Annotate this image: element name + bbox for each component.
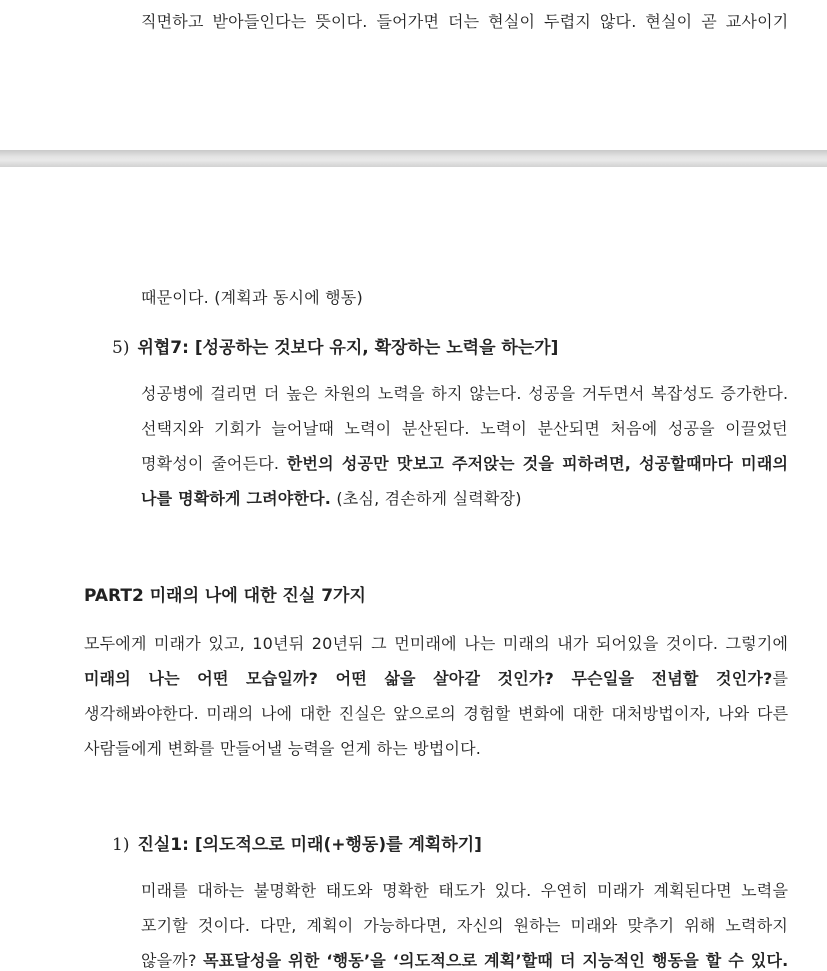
heading-title: 위협7: [성공하는 것보다 유지, 확장하는 노력을 하는가] [137,338,559,358]
text-span: 포기할 것이다. 다만, 계획이 가능하다면, 자신의 원하는 미래와 맞추기 위해 노력하지 [141,916,788,935]
text-span: 를 [772,669,788,688]
truth1-line-2 [141,913,788,936]
text-span: 명확성이 줄어든다. [141,454,280,473]
part2-line-3 [84,701,788,724]
text-span: 선택지와 기회가 늘어날때 노력이 분산된다. 노력이 분산되면 처음에 성공을 이끌었던 [141,419,788,438]
threat7-line-2 [141,416,788,439]
heading-number: 1) [112,835,130,855]
part2-heading [84,581,366,606]
bold-text: 한번의 성공만 맛보고 주저앉는 것을 피하려면, 성공할때마다 미래의 [286,454,788,473]
text-span: 미래를 대하는 불명확한 태도와 명확한 태도가 있다. 우연히 미래가 계획된다면 노력을 [141,881,788,900]
bold-text: 미래의 나는 어떤 모습일까? 어떤 삶을 살아갈 것인가? 무슨일을 전념할 것인가? [84,669,773,688]
text-span: 성공병에 걸리면 더 높은 차원의 노력을 하지 않는다. 성공을 거두면서 복잡성도 증가한다. [141,384,788,403]
truth1-heading [112,830,482,855]
threat7-line-3 [141,451,788,474]
truth1-line-1 [141,878,788,901]
bold-text: 목표달성을 위한 ‘행동’을 ‘의도적으로 계획’할때 더 지능적인 행동을 할 수 있다. [203,951,788,970]
text-span: 사람들에게 변화를 만들어낼 능력을 얻게 하는 방법이다. [84,739,482,758]
continuation-line [141,285,363,308]
threat7-line-4 [141,486,522,509]
text-span: 때문이다. (계획과 동시에 행동) [141,288,363,307]
text-span: 모두에게 미래가 있고, 10년뒤 20년뒤 그 먼미래에 나는 미래의 내가 되어있을 것이다. 그렇기에 [84,634,788,653]
text-span: 않을까? [141,951,197,970]
truth1-line-3 [141,948,788,971]
page-separator [0,150,827,167]
part2-line-2 [84,666,788,689]
part2-line-4 [84,736,481,759]
heading-number: 5) [112,338,130,358]
text-span: 생각해봐야한다. 미래의 나에 대한 진실은 앞으로의 경험할 변화에 대한 대처방법이자, 나와 다른 [84,704,788,723]
text-span: (초심, 겸손하게 실력확장) [336,489,522,508]
bold-text: 나를 명확하게 그려야한다. [141,489,332,508]
heading-title: 진실1: [의도적으로 미래(+행동)를 계획하기] [137,835,482,855]
page1-last-line [141,9,788,32]
part2-line-1 [84,631,788,654]
heading-title: PART2 미래의 나에 대한 진실 7가지 [84,586,366,606]
threat7-line-1 [141,381,788,404]
threat7-heading [112,333,558,358]
text-span: 직면하고 받아들인다는 뜻이다. 들어가면 더는 현실이 두렵지 않다. 현실이 곧 교사이기 [141,12,788,31]
